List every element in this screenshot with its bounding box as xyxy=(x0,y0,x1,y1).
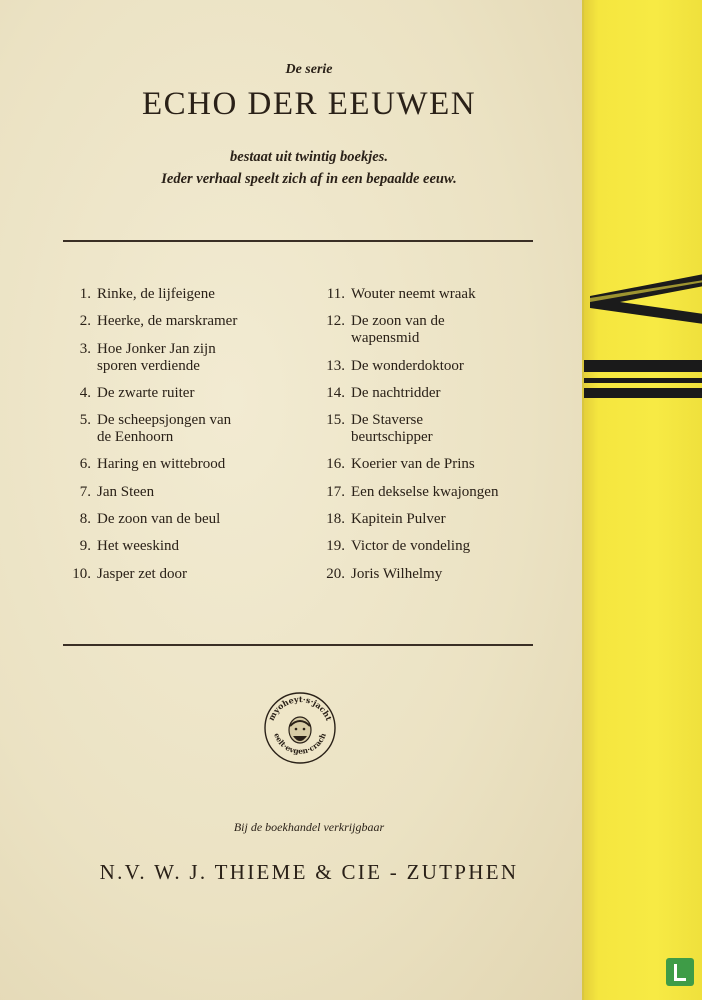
book-list-item xyxy=(56,538,306,555)
book-title: Haring en wittebrood xyxy=(97,456,226,473)
black-stripe xyxy=(584,360,702,372)
book-number: 18. xyxy=(326,511,345,528)
book-title: De scheepsjongen van de Eenhoorn xyxy=(97,412,232,446)
book-title: Een dekselse kwajongen xyxy=(351,483,499,500)
book-spine xyxy=(582,0,702,1000)
book-list-item xyxy=(310,566,560,583)
seal-motto-top: myoheyt·s·jacht xyxy=(265,693,335,723)
book-title: Kapitein Pulver xyxy=(351,511,446,528)
book-list-right xyxy=(310,286,560,593)
book-title: De zoon van de wapensmid xyxy=(351,313,445,347)
book-list-item xyxy=(310,412,560,446)
book-list-item xyxy=(310,385,560,402)
book-number: 10. xyxy=(72,565,91,582)
publisher-name: N.V. W. J. THIEME & CIE - ZUTPHEN xyxy=(99,860,519,884)
book-number: 6. xyxy=(79,456,91,473)
book-title: Hoe Jonker Jan zijn sporen verdiende xyxy=(97,340,216,374)
book-number: 11. xyxy=(326,286,345,302)
seller-note: Bij de boekhandel verkrijgbaar xyxy=(233,820,385,834)
series-prefix: De serie xyxy=(285,62,333,77)
book-number: 17. xyxy=(326,483,345,500)
book-list-item xyxy=(56,566,306,583)
series-title: ECHO DER EEUWEN xyxy=(141,86,477,122)
book-list-item xyxy=(56,286,306,303)
book-number: 5. xyxy=(79,412,91,429)
seal-motto-bottom: eelt·evgen·crach xyxy=(272,731,328,756)
series-desc-line: Ieder verhaal speelt zich af in een bepaalde eeuw. xyxy=(161,171,457,187)
book-number: 1. xyxy=(79,286,91,302)
black-stripe xyxy=(584,388,702,398)
book-number: 8. xyxy=(79,511,91,528)
book-number: 15. xyxy=(326,412,345,429)
corner-check-logo xyxy=(666,958,694,986)
book-title: Heerke, de marskramer xyxy=(97,313,238,330)
book-number: 19. xyxy=(326,538,345,555)
book-number: 12. xyxy=(326,313,345,330)
book-title: Victor de vondeling xyxy=(351,538,471,555)
publisher-seal-icon xyxy=(262,690,338,766)
book-number: 14. xyxy=(326,384,345,401)
book-list-item xyxy=(56,341,306,375)
book-list-item xyxy=(56,412,306,446)
book-title: Wouter neemt wraak xyxy=(351,286,476,302)
book-number: 20. xyxy=(326,565,345,582)
book-number: 2. xyxy=(79,313,91,330)
book-number: 16. xyxy=(326,456,345,473)
book-list-item xyxy=(310,313,560,347)
book-number: 9. xyxy=(79,538,91,555)
black-wedge-graphic xyxy=(590,268,702,328)
book-list-item xyxy=(56,385,306,402)
book-title: De nachtridder xyxy=(351,384,441,401)
divider-bottom xyxy=(63,644,533,646)
divider-top xyxy=(63,240,533,242)
book-number: 4. xyxy=(79,384,91,401)
book-title: Jan Steen xyxy=(97,483,155,500)
book-title: Koerier van de Prins xyxy=(351,456,475,473)
series-description xyxy=(18,146,600,190)
book-title: Rinke, de lijfeigene xyxy=(97,286,215,302)
book-title: De Staverse beurtschipper xyxy=(351,412,433,446)
book-list-left xyxy=(56,286,306,593)
book-number: 7. xyxy=(79,483,91,500)
book-list-item xyxy=(310,358,560,375)
book-list-item xyxy=(310,286,560,303)
book-title: Het weeskind xyxy=(97,538,180,555)
book-list-item xyxy=(310,511,560,528)
book-list-item xyxy=(56,456,306,473)
book-list-item xyxy=(310,484,560,501)
series-desc-line: bestaat uit twintig boekjes. xyxy=(230,149,388,165)
book-number: 3. xyxy=(79,340,91,357)
book-title: De wonderdoktoor xyxy=(351,357,464,374)
book-title: Jasper zet door xyxy=(97,565,187,582)
book-list-item xyxy=(56,484,306,501)
book-title: De zoon van de beul xyxy=(97,511,221,528)
book-title: De zwarte ruiter xyxy=(97,384,195,401)
book-number: 13. xyxy=(326,357,345,374)
book-list-item xyxy=(310,538,560,555)
book-list-item xyxy=(56,511,306,528)
book-list-item xyxy=(56,313,306,330)
book-title: Joris Wilhelmy xyxy=(351,565,443,582)
black-stripe xyxy=(584,378,702,383)
book-list-item xyxy=(310,456,560,473)
